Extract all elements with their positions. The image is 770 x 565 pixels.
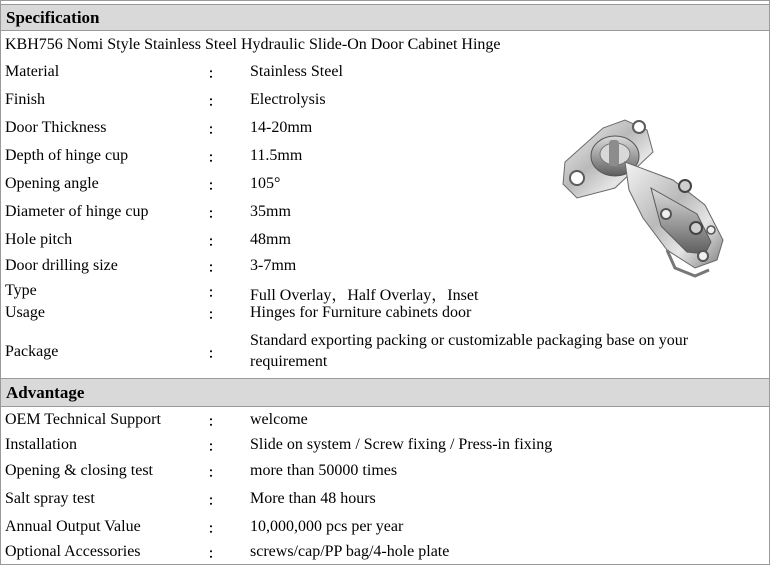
spec-label: Diameter of hinge cup (5, 203, 149, 220)
spec-label: Door drilling size (5, 257, 118, 274)
separator: ： (208, 546, 222, 561)
advantage-label: OEM Technical Support (5, 411, 161, 428)
spec-value: Full Overlay，Half Overlay，Inset (250, 287, 479, 304)
separator: ： (208, 178, 222, 193)
advantage-label: Optional Accessories (5, 543, 141, 560)
spec-label: Finish (5, 91, 46, 108)
spec-value: 3-7mm (250, 257, 297, 274)
separator: ： (208, 307, 222, 322)
separator: ： (208, 285, 222, 300)
spec-value: 14-20mm (250, 119, 313, 136)
spec-value: 11.5mm (250, 147, 303, 164)
spec-label: Door Thickness (5, 119, 107, 136)
cabinet-hinge-photo (555, 110, 740, 285)
advantage-value: welcome (250, 411, 308, 428)
spec-value: Hinges for Furniture cabinets door (250, 304, 472, 321)
separator: ： (208, 465, 222, 480)
spec-label: Opening angle (5, 175, 99, 192)
product-title: KBH756 Nomi Style Stainless Steel Hydraulic Slide-On Door Cabinet Hinge (5, 36, 501, 53)
spec-label: Usage (5, 304, 45, 321)
separator: ： (208, 234, 222, 249)
separator: ： (208, 94, 222, 109)
spec-label: Depth of hinge cup (5, 147, 129, 164)
spec-value: 48mm (250, 231, 291, 248)
spec-label: Material (5, 63, 60, 80)
spec-value: 105° (250, 175, 281, 192)
advantage-value: screws/cap/PP bag/4-hole plate (250, 543, 450, 560)
separator: ： (208, 346, 222, 361)
advantage-label: Installation (5, 436, 77, 453)
separator: ： (208, 521, 222, 536)
advantage-value: More than 48 hours (250, 490, 376, 507)
specification-header: Specification (1, 4, 769, 31)
advantage-label: Salt spray test (5, 490, 95, 507)
separator: ： (208, 260, 222, 275)
separator: ： (208, 122, 222, 137)
advantage-value: Slide on system / Screw fixing / Press-in fixing (250, 436, 553, 453)
advantage-value: more than 50000 times (250, 462, 398, 479)
separator: ： (208, 439, 222, 454)
separator: ： (208, 206, 222, 221)
advantage-header: Advantage (1, 378, 769, 407)
separator: ： (208, 66, 222, 81)
spec-value: Electrolysis (250, 91, 326, 108)
spec-label: Type (5, 282, 37, 299)
advantage-label: Annual Output Value (5, 518, 141, 535)
spec-label: Package (5, 343, 59, 360)
separator: ： (208, 150, 222, 165)
spec-value: Stainless Steel (250, 63, 343, 80)
spec-value: 35mm (250, 203, 291, 220)
advantage-label: Opening & closing test (5, 462, 153, 479)
spec-value: Standard exporting packing or customizable packaging base on your requirement (250, 332, 689, 370)
advantage-value: 10,000,000 pcs per year (250, 518, 404, 535)
separator: ： (208, 493, 222, 508)
separator: ： (208, 414, 222, 429)
spec-label: Hole pitch (5, 231, 73, 248)
